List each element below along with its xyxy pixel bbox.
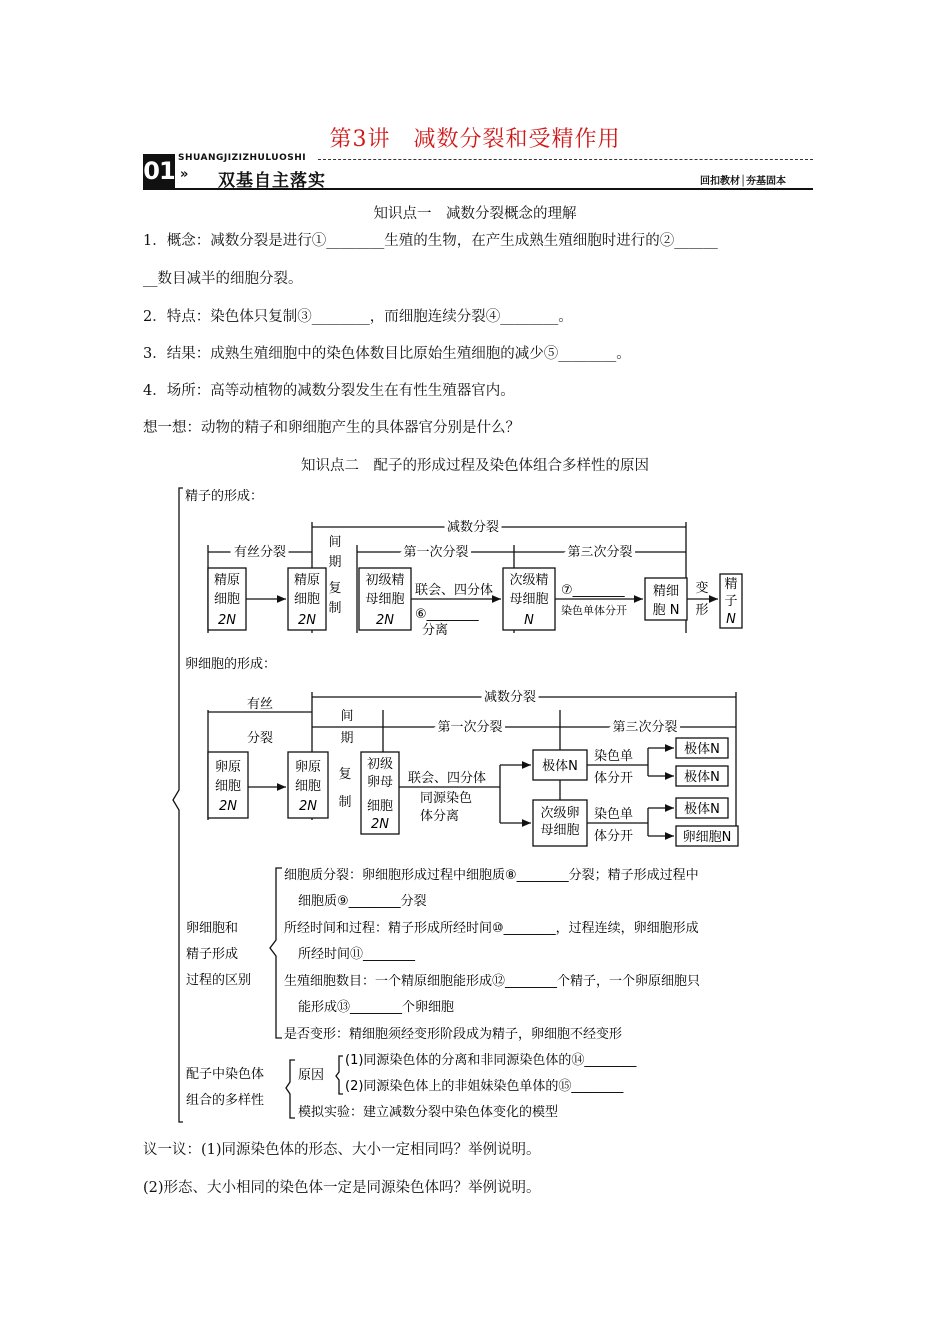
- discuss-q2: (2)形态、大小相同的染色体一定是同源染色体吗？举例说明。: [143, 1180, 541, 1196]
- sperm-copy-1: 复: [328, 581, 342, 596]
- sperm-box1-l2: 细胞: [213, 592, 241, 607]
- egg-pb1: 极体N: [684, 742, 720, 757]
- sperm-synapsis: 联会、四分体: [415, 583, 494, 598]
- diff-line-6: 能形成⑬________个卵细胞: [298, 1000, 455, 1015]
- diff-line-3: 所经时间和过程：精子形成所经时间⑩________，过程连续，卵细胞形成: [284, 921, 699, 936]
- sperm-box1-l1: 精原: [213, 573, 241, 588]
- sperm-first-division: 第一次分裂: [403, 545, 469, 560]
- model-line: 模拟实验：建立减数分裂中染色体变化的模型: [298, 1105, 559, 1120]
- sperm-box2-l1: 精原: [293, 573, 321, 588]
- egg-polar-body: 极体N: [542, 759, 578, 774]
- egg-sec-oocyte-l2: 母细胞: [540, 823, 580, 838]
- diff-line-5: 生殖细胞数目：一个精原细胞能形成⑫________个精子，一个卵原细胞只: [284, 974, 701, 989]
- diff-line-2: 细胞质⑨________分裂: [298, 894, 427, 909]
- kp1-line3: 3．结果：成熟生殖细胞中的染色体数目比原始生殖细胞的减少⑤________。: [143, 346, 631, 362]
- egg-box2-l2: 细胞: [294, 779, 322, 794]
- diversity-label-2: 组合的多样性: [186, 1093, 265, 1108]
- diff-label-1: 卵细胞和: [186, 921, 239, 936]
- sperm-copy-2: 制: [328, 601, 342, 616]
- egg-meiosis-label: 减数分裂: [483, 690, 537, 705]
- sperm-box2-l2: 细胞: [293, 592, 321, 607]
- egg-hom-2: 体分离: [420, 809, 460, 824]
- egg-second-division: 第二次分裂: [612, 720, 678, 735]
- egg-ovum: 卵细胞N: [682, 830, 732, 845]
- sperm-separate: 分离: [422, 623, 449, 638]
- reason-2: (2)同源染色体上的非姐妹染色单体的⑮________: [345, 1079, 624, 1094]
- egg-sister-1a: 染色单: [594, 749, 634, 764]
- sperm-box3-l1: 初级精: [365, 573, 405, 588]
- diversity-label-1: 配子中染色体: [186, 1067, 265, 1082]
- egg-copy-2: 制: [338, 795, 352, 810]
- egg-first-division: 第一次分裂: [437, 720, 503, 735]
- sperm-box3-l3: 2N: [376, 613, 394, 628]
- sperm-second-division: 第二次分裂: [567, 545, 633, 560]
- kp2-heading: 知识点二 配子的形成过程及染色体组合多样性的原因: [301, 458, 649, 474]
- sperm-box6-l3: N: [726, 612, 736, 627]
- egg-copy-1: 复: [338, 767, 352, 782]
- kp1-line2: 2．特点：染色体只复制③________，而细胞连续分裂④________。: [143, 309, 573, 325]
- egg-pb2: 极体N: [684, 770, 720, 785]
- section-title: 双基自主落实: [218, 171, 326, 191]
- sperm-box4-l3: N: [524, 613, 534, 628]
- sperm-interphase-1: 间: [328, 535, 342, 550]
- egg-sec-oocyte-l1: 次级卵: [540, 806, 580, 821]
- egg-sister-2a: 染色单: [594, 807, 634, 822]
- diff-label-3: 过程的区别: [186, 973, 252, 988]
- sperm-box4-l1: 次级精: [509, 573, 549, 588]
- egg-box2-l1: 卵原: [294, 760, 322, 775]
- egg-box1-l1: 卵原: [214, 760, 242, 775]
- kp1-think: 想一想：动物的精子和卵细胞产生的具体器官分别是什么？: [143, 420, 520, 436]
- sperm-sister-sep: 染色单体分开: [561, 604, 627, 617]
- egg-sister-2b: 体分开: [594, 829, 634, 844]
- egg-box2-l3: 2N: [299, 799, 317, 814]
- sperm-title: 精子的形成：: [185, 489, 264, 504]
- egg-pb3: 极体N: [684, 802, 720, 817]
- reason-label: 原因: [298, 1068, 325, 1083]
- egg-box1-l2: 细胞: [214, 779, 242, 794]
- sperm-interphase-2: 期: [328, 555, 342, 570]
- sperm-deform-2: 形: [695, 603, 709, 618]
- kp1-line4: 4．场所：高等动植物的减数分裂发生在有性生殖器官内。: [143, 383, 515, 399]
- sperm-box5-l2: 胞 N: [652, 603, 680, 618]
- egg-interphase-2: 期: [340, 731, 354, 746]
- diff-line-4: 所经时间⑪________: [298, 947, 416, 962]
- egg-box3-l3: 细胞: [366, 799, 394, 814]
- egg-box3-l1: 初级: [366, 757, 394, 772]
- sperm-box4-l2: 母细胞: [509, 592, 549, 607]
- kp1-line1: 1．概念：减数分裂是进行①________生殖的生物，在产生成熟生殖细胞时进行的②______: [143, 233, 718, 249]
- egg-title: 卵细胞的形成：: [185, 657, 277, 672]
- sperm-deform-1: 变: [695, 581, 709, 596]
- chevron-icon: »: [180, 167, 189, 182]
- reason-1: (1)同源染色体的分离和非同源染色体的⑭________: [345, 1053, 637, 1068]
- egg-box1-l3: 2N: [219, 799, 237, 814]
- diff-line-1: 细胞质分裂：卵细胞形成过程中细胞质⑧________分裂；精子形成过程中: [284, 868, 699, 883]
- sperm-blank6: ⑥________: [415, 607, 479, 622]
- sperm-mitosis-label: 有丝分裂: [233, 545, 287, 560]
- section-number: 01: [143, 154, 175, 188]
- kp1-heading: 知识点一 减数分裂概念的理解: [373, 206, 577, 222]
- egg-interphase-1: 间: [340, 709, 354, 724]
- sperm-box2-l3: 2N: [298, 613, 316, 628]
- sperm-box6-l2: 子: [724, 594, 738, 609]
- section-tagline: 回扣教材│夯基固本: [700, 176, 787, 187]
- sperm-blank7: ⑦________: [561, 583, 625, 598]
- sperm-box3-l2: 母细胞: [365, 592, 405, 607]
- sperm-box1-l3: 2N: [218, 613, 236, 628]
- diff-line-7: 是否变形：精细胞须经变形阶段成为精子，卵细胞不经变形: [284, 1027, 623, 1042]
- egg-box3-l2: 卵母: [366, 775, 394, 790]
- diff-label-2: 精子形成: [186, 947, 239, 962]
- kp1-line1b: __数目减半的细胞分裂。: [143, 271, 303, 287]
- egg-mitosis-2: 分裂: [246, 731, 274, 746]
- egg-mitosis-1: 有丝: [246, 697, 274, 712]
- discuss-q1: 议一议：(1)同源染色体的形态、大小一定相同吗？举例说明。: [143, 1142, 541, 1158]
- page-title: 第3讲 减数分裂和受精作用: [329, 127, 621, 152]
- egg-sister-1b: 体分开: [594, 771, 634, 786]
- egg-box3-l4: 2N: [371, 817, 389, 832]
- section-pinyin: SHUANGJIZIZHULUOSHI: [178, 153, 307, 163]
- sperm-box6-l1: 精: [724, 577, 738, 592]
- sperm-box5-l1: 精细: [652, 584, 680, 599]
- egg-hom-1: 同源染色: [420, 791, 473, 806]
- sperm-meiosis-label: 减数分裂: [446, 520, 500, 535]
- egg-synapsis: 联会、四分体: [408, 771, 487, 786]
